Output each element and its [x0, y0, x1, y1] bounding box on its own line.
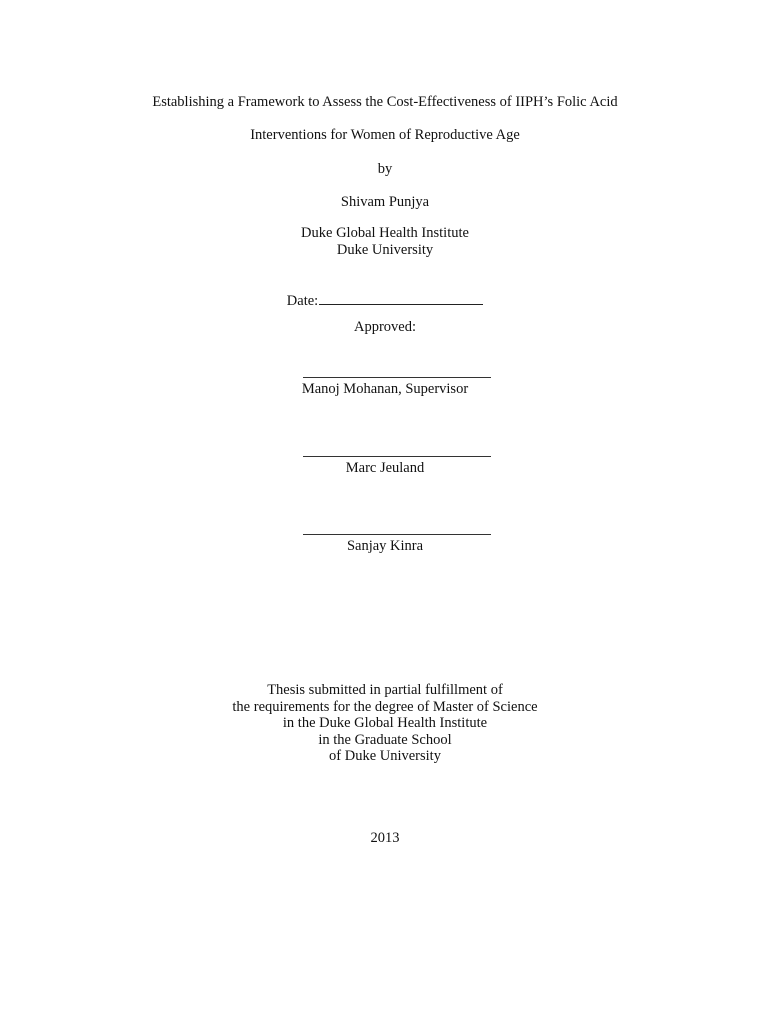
title-line-2: Interventions for Women of Reproductive Age — [250, 127, 520, 143]
signature-line-2 — [303, 456, 491, 457]
committee-member-3: Sanjay Kinra — [346, 538, 424, 554]
committee-member-2: Marc Jeuland — [345, 460, 425, 476]
title-line-1: Establishing a Framework to Assess the Cost-Effectiveness of IIPH’s Folic Acid — [152, 94, 618, 110]
approved-label: Approved: — [353, 319, 416, 335]
author-name: Shivam Punjya — [340, 194, 430, 210]
affiliation-university: Duke University — [336, 242, 434, 258]
statement-line-2: the requirements for the degree of Master of Science — [232, 699, 538, 715]
date-label: Date: — [286, 293, 319, 309]
statement-line-1: Thesis submitted in partial fulfillment of — [267, 682, 503, 698]
signature-line-3 — [303, 534, 491, 535]
statement-line-5: of Duke University — [329, 748, 441, 764]
submission-year: 2013 — [370, 830, 400, 846]
affiliation-institute: Duke Global Health Institute — [301, 225, 469, 241]
statement-line-4: in the Graduate School — [318, 732, 452, 748]
date-field — [0, 291, 770, 310]
statement-line-3: in the Duke Global Health Institute — [282, 715, 488, 731]
by-label: by — [377, 161, 393, 177]
date-blank-line — [319, 291, 483, 305]
committee-member-1: Manoj Mohanan, Supervisor — [301, 381, 469, 397]
signature-line-1 — [303, 377, 491, 378]
